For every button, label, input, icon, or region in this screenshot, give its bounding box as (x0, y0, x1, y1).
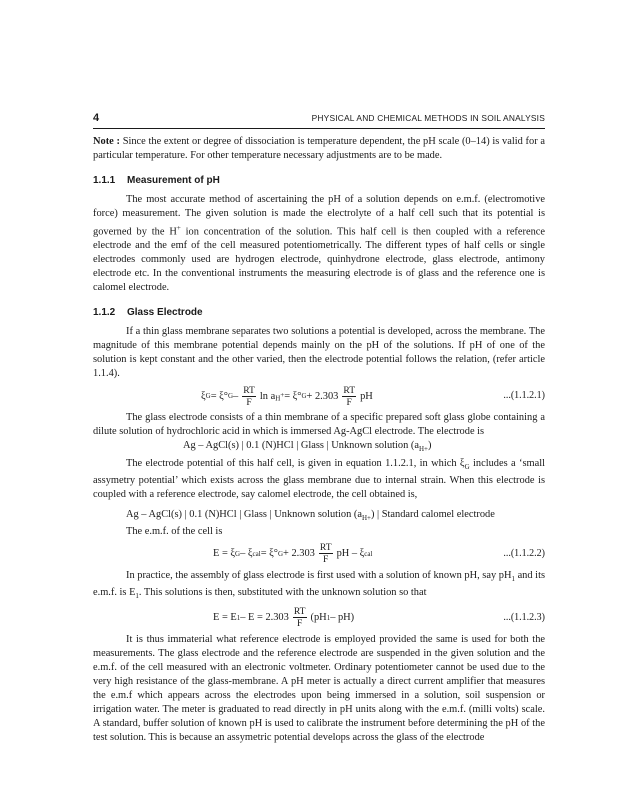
math-text: – ξ (240, 548, 253, 560)
glass-electrode-paragraph-2: The glass electrode consists of a thin membrane of a specific prepared soft glass globe containing a dilute solution of hydrochloric acid in which is immersed Ag-AgCl electrode. The electrode is (93, 412, 545, 438)
page-body (93, 135, 545, 745)
math-subscript: cal (252, 549, 261, 558)
math-text: = ξ° (210, 390, 228, 402)
equation-1-1-2-3 (93, 603, 545, 633)
fraction-numerator: RT (243, 384, 255, 396)
section-title: Measurement of pH (127, 175, 220, 186)
paragraph-text: ion concentration of the solution. This half cell is then coupled with a reference electrode and the emf of the cell measured potentiometrically. The different types of half cells or single electrodes commonly used are hydrogen electrode, quinhydrone electrode, glass electrode, antimony electrode etc. In the conventional instruments the measuring electrode is of glass and the reference one is calomel electrode. (93, 226, 545, 294)
equation-1-1-2-1 (93, 381, 545, 411)
math-subscript: G (301, 392, 307, 401)
note-text: Since the extent or degree of dissociation is temperature dependent, the pH scale (0–14) is valid for a particular temperature. For other temperature necessary adjustments are to be made. (93, 136, 545, 161)
math-subscript: H (275, 394, 281, 403)
equation-body (213, 539, 372, 569)
math-text: ln a (259, 390, 276, 402)
math-subscript: G (464, 462, 470, 471)
fraction-numerator: RT (343, 384, 356, 396)
fraction-rt-over-f (319, 542, 333, 565)
math-subscript: cal (364, 549, 373, 558)
glass-electrode-paragraph-4 (93, 569, 545, 603)
glass-electrode-paragraph-3 (93, 457, 545, 502)
math-subscript: G (277, 549, 284, 558)
paragraph-text: In practice, the assembly of glass electrode is first used with a solution of known pH, say pH (126, 569, 512, 581)
equation-body (201, 381, 373, 411)
fraction-denominator: F (246, 396, 252, 408)
math-text: ) | Standard calomel electrode (371, 508, 495, 520)
math-text: pH (360, 390, 373, 402)
note-paragraph (93, 135, 545, 163)
running-header (93, 112, 545, 128)
section-number: 1.1.2 (93, 307, 116, 319)
math-text: pH – ξ (336, 548, 365, 560)
math-text: – E = 2.303 (240, 612, 289, 624)
section-number: 1.1.1 (93, 175, 116, 186)
math-subscript (275, 391, 284, 402)
fraction-denominator: F (346, 396, 352, 408)
math-subscript: G (205, 392, 211, 401)
equation-1-1-2-2 (93, 539, 545, 569)
section-heading-1-1-1 (93, 174, 545, 187)
math-text: = ξ° (260, 548, 278, 560)
note-label: Note : (93, 136, 120, 147)
math-text: = ξ° (284, 390, 302, 402)
math-subscript: 1 (236, 613, 241, 622)
paragraph-text: The electrode potential of this half cell, is given in equation 1.1.2.1, in which ξ (126, 457, 465, 469)
superscript: + (176, 224, 181, 232)
full-cell-notation (93, 508, 545, 525)
half-cell-notation (93, 439, 545, 456)
math-text: + 2.303 (306, 390, 339, 402)
section-heading-1-1-2 (93, 306, 545, 319)
math-text: ξ (201, 390, 206, 402)
math-text: + 2.303 (283, 548, 315, 560)
math-subscript: G (235, 549, 241, 558)
fraction-rt-over-f (242, 385, 256, 408)
math-text: Ag – AgCl(s) | 0.1 (N)HCl | Glass | Unknown solution (a (126, 508, 362, 520)
math-subscript: H+ (361, 513, 371, 522)
equation-number: ...(1.1.2.3) (503, 611, 545, 623)
math-text: E = ξ (213, 548, 236, 560)
fraction-numerator: RT (319, 542, 332, 554)
math-subscript: G (227, 392, 234, 401)
math-text: – pH) (330, 612, 355, 624)
paragraph-text: and its e.m.f. is E (93, 569, 545, 598)
running-title: PHYSICAL AND CHEMICAL METHODS IN SOIL ANALYSIS (311, 113, 545, 123)
paragraph-text: includes a ‘small assymetry potential’ which exists across the glass membrane due to internal strain. When this electrode is coupled with a reference electrode, say calomel electrode, the cell obtained is, (93, 457, 545, 500)
header-rule (93, 128, 545, 129)
math-text: Ag – AgCl(s) | 0.1 (N)HCl | Glass | Unknown solution (a (183, 440, 419, 452)
equation-number: ...(1.1.2.1) (503, 390, 545, 402)
page-number: 4 (93, 112, 100, 124)
math-subscript: 1 (135, 591, 139, 600)
math-subscript: 1 (326, 613, 331, 622)
math-text: E = E (213, 612, 237, 624)
fraction-rt-over-f (293, 606, 307, 629)
glass-electrode-paragraph-1: If a thin glass membrane separates two solutions a potential is developed, across the membrane. The magnitude of this membrane potential depends mainly on the pH of the solutions. If pH of one of the solution is kept constant and the other varied, then the electrode potential follows the relation, (refer article 1.1.4). (93, 326, 545, 380)
section-title: Glass Electrode (127, 307, 203, 319)
measurement-paragraph (93, 193, 545, 295)
equation-body (213, 603, 354, 633)
paragraph-text: . This solutions is then, substituted with the unknown solution so that (138, 586, 427, 598)
math-subscript: 1 (511, 574, 515, 583)
fraction-denominator: F (323, 554, 329, 566)
equation-number: ...(1.1.2.2) (503, 547, 545, 559)
fraction-rt-over-f (342, 385, 356, 408)
paragraph-text: The most accurate method of ascertaining the pH of a solution depends on e.m.f. (electromotive force) measurement. The given solution is made the electrolyte of a half cell such that its potential is governed by the H (93, 194, 545, 238)
fraction-denominator: F (297, 618, 303, 630)
math-text: (pH (310, 612, 327, 624)
math-subscript: H+ (418, 445, 428, 454)
math-text: – (233, 390, 239, 402)
fraction-numerator: RT (293, 606, 306, 618)
math-superscript: + (280, 390, 285, 399)
emf-intro-line: The e.m.f. of the cell is (126, 525, 223, 537)
math-text: ) (428, 440, 432, 452)
glass-electrode-paragraph-5: It is thus immaterial what reference electrode is employed provided the same is used for both the measurements. The glass electrode and the reference electrode are suspended in the given solution and the e.m.f. of the cell measured with an electronic voltmeter. Ordinary potentiometer cannot be used due to the very high resistance of the glass-membrane. A pH meter is actually a direct current amplifier that measures the e.m.f which appears across the electrodes upon being immersed in a solution, soil suspension or irrigation water. The meter is graduated to read directly in pH units along with the e.m.f. (milli volts) scale. A standard, buffer solution of known pH is used to calibrate the instrument before determining the pH of the test solution. This is because an assymetric potential develops across the glass of the electrode (93, 633, 545, 743)
